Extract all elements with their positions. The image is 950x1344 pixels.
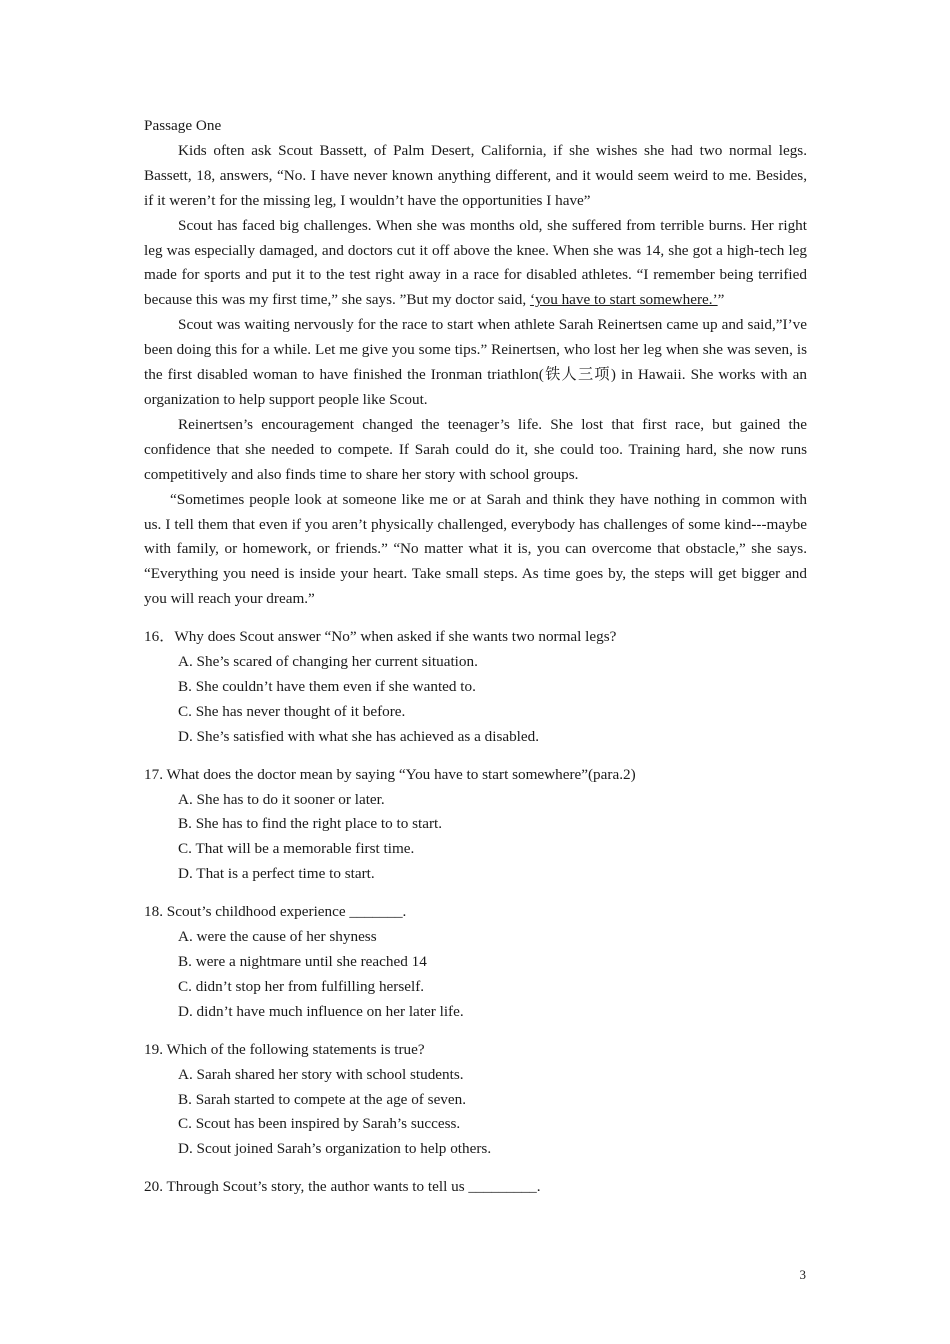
passage-paragraph-4: Reinertsen’s encouragement changed the teenager’s life. She lost that first race, but gained the confidence that she needed to compete. If Sarah could do it, she could too. Training hard, she now runs competitively and also finds time to share her story with school groups. xyxy=(144,415,807,483)
doctor-quote-underlined: ‘you have to start somewhere.’ xyxy=(529,291,718,309)
answer-option-d: D. She’s satisfied with what she has achieved as a disabled. xyxy=(178,727,540,745)
question-text: Why does Scout answer “No” when asked if she wants two normal legs? xyxy=(174,628,617,646)
answer-options xyxy=(144,1063,807,1163)
answer-option-b: B. She has to find the right place to to start. xyxy=(178,815,443,833)
question-stem xyxy=(144,763,807,788)
answer-option-c: C. Scout has been inspired by Sarah’s success. xyxy=(178,1115,461,1133)
question-text: Through Scout’s story, the author wants to tell us _________. xyxy=(166,1178,541,1196)
answer-option-d: D. That is a perfect time to start. xyxy=(178,865,375,883)
answer-option-a: A. She’s scared of changing her current situation. xyxy=(178,653,478,671)
question-stem xyxy=(144,1038,807,1063)
passage-heading: Passage One xyxy=(144,117,222,134)
passage-paragraph-5: “Sometimes people look at someone like me or at Sarah and think they have nothing in common with us. I tell them that even if you aren’t physically challenged, everybody has challenges of some kind---maybe with family, or homework, or friends.” “No matter what it is, you can overcome that obstacle,” she says. “Everything you need is inside your heart. Take small steps. As time goes by, the steps will get bigger and you will reach your dream.” xyxy=(144,490,807,608)
page-number: 3 xyxy=(799,1267,806,1282)
passage-paragraph-1: Kids often ask Scout Bassett, of Palm Desert, California, if she wishes she had two normal legs. Bassett, 18, answers, “No. I have never known anything different, and it would seem weird to me. Besides, if it weren’t for the missing leg, I wouldn’t have the opportunities I have” xyxy=(144,141,807,209)
question-number: 19. xyxy=(144,1040,167,1058)
answer-option-a: A. were the cause of her shyness xyxy=(178,928,377,946)
question-18 xyxy=(144,900,807,1025)
answer-option-d: D. Scout joined Sarah’s organization to help others. xyxy=(178,1140,492,1158)
question-20 xyxy=(144,1175,807,1200)
question-text: Which of the following statements is true? xyxy=(166,1040,425,1058)
question-stem xyxy=(144,900,807,925)
answer-options xyxy=(144,788,807,888)
question-16 xyxy=(144,625,807,750)
question-stem xyxy=(144,1175,807,1200)
answer-option-c: C. didn’t stop her from fulfilling herself. xyxy=(178,977,425,995)
answer-option-c: C. She has never thought of it before. xyxy=(178,702,406,720)
doctor-quote-close: ” xyxy=(717,291,725,309)
question-number: 20. xyxy=(144,1178,167,1196)
passage-paragraph-3: Scout was waiting nervously for the race to start when athlete Sarah Reinertsen came up and said,”I’ve been doing this for a while. Let me give you some tips.” Reinertsen, who lost her leg when she was seven, is the first disabled woman to have finished the Ironman triathlon(铁人三项) in Hawaii. She works with an organization to help support people like Scout. xyxy=(144,316,807,408)
answer-option-d: D. didn’t have much influence on her later life. xyxy=(178,1002,464,1020)
question-text: What does the doctor mean by saying “You have to start somewhere”(para.2) xyxy=(166,765,636,783)
answer-options xyxy=(144,925,807,1025)
passage-paragraph-2-text: Scout has faced big challenges. When she was months old, she suffered from terrible burns. Her right leg was especially damaged, and doctors cut it off above the knee. When she was 14, she got a high-tech leg made for sports and put it to the test right away in a race for disabled athletes. “I remember being terrified because this was my first time,” she says. ”But my doctor said, xyxy=(144,216,807,309)
question-text: Scout’s childhood experience _______. xyxy=(166,903,407,921)
passage-paragraph-2 xyxy=(144,214,807,314)
question-number: 18. xyxy=(144,903,167,921)
question-17 xyxy=(144,763,807,888)
document-page xyxy=(144,114,807,1200)
question-19 xyxy=(144,1038,807,1163)
answer-option-b: B. She couldn’t have them even if she wanted to. xyxy=(178,677,476,695)
answer-option-a: A. She has to do it sooner or later. xyxy=(178,790,385,808)
question-stem xyxy=(144,625,807,650)
question-number: 16． xyxy=(144,628,175,646)
question-number: 17. xyxy=(144,765,167,783)
answer-options xyxy=(144,650,807,750)
answer-option-b: B. Sarah started to compete at the age of seven. xyxy=(178,1090,467,1108)
answer-option-a: A. Sarah shared her story with school students. xyxy=(178,1065,464,1083)
answer-option-b: B. were a nightmare until she reached 14 xyxy=(178,953,427,970)
answer-option-c: C. That will be a memorable first time. xyxy=(178,840,415,858)
